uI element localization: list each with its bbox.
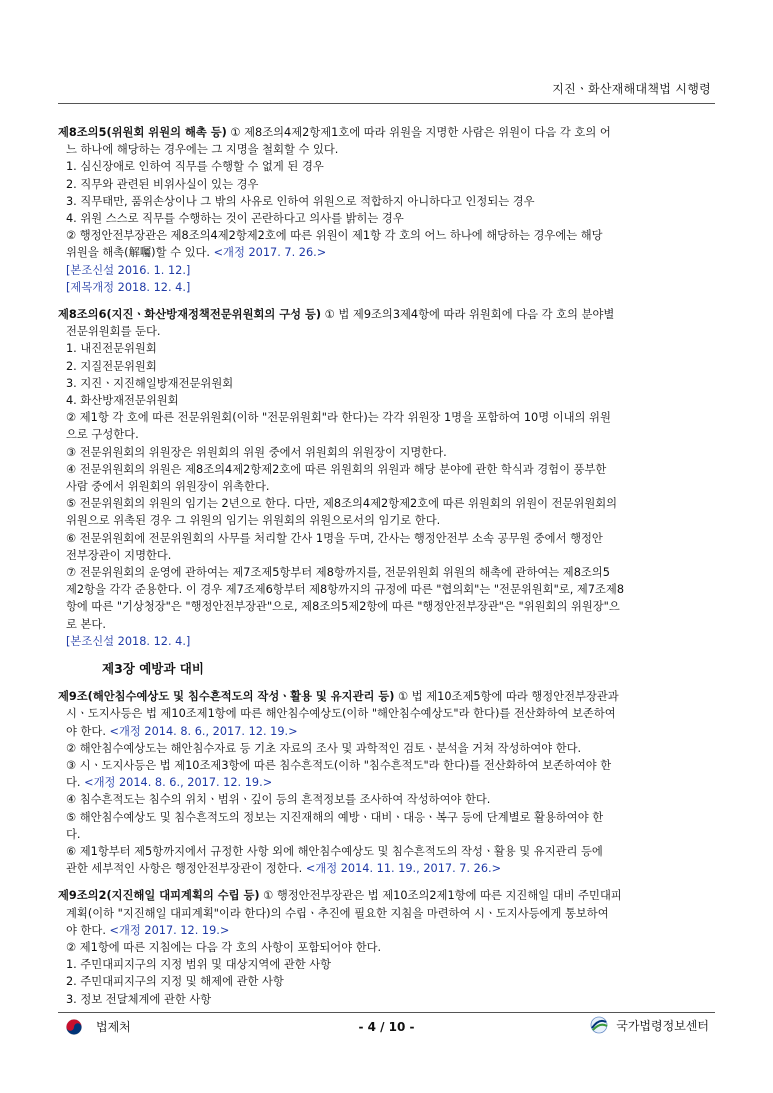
article-text: 관한 세부적인 사항은 행정안전부장관이 정한다. (66, 862, 306, 876)
article-text: 위원으로 위촉된 경우 그 위원의 임기는 위원회의 위원으로서의 임기로 한다. (66, 514, 441, 528)
text-line (58, 262, 718, 279)
text-line (58, 939, 718, 956)
text-line (58, 141, 718, 158)
text-line (58, 791, 718, 808)
text-line (58, 279, 718, 296)
article-section (58, 306, 718, 650)
article-section (58, 688, 718, 877)
text-line (58, 158, 718, 175)
article-text: 느 하나에 해당하는 경우에는 그 지명을 철회할 수 있다. (66, 143, 339, 157)
article-text: ② 행정안전부장관은 제8조의4제2항제2호에 따른 위원이 제1항 각 호의 어느 하나에 해당하는 경우에는 해당 (66, 229, 603, 243)
text-line (58, 444, 718, 461)
article-section (58, 124, 718, 296)
amendment-note: <개정 2014. 8. 6., 2017. 12. 19.> (84, 776, 273, 790)
article-text: 위원을 해촉(解囑)할 수 있다. (66, 246, 214, 260)
amendment-note: [제목개정 2018. 12. 4.] (66, 280, 191, 294)
article-text: 제2항을 각각 준용한다. 이 경우 제7조제6항부터 제8항까지의 규정에 따른 "협의회"는 "전문위원회"로, 제7조제8 (66, 583, 625, 597)
text-line (58, 547, 718, 564)
article-text: 4. 위원 스스로 직무를 수행하는 것이 곤란하다고 의사를 밝히는 경우 (66, 212, 404, 226)
article-heading: 제8조의6(지진ㆍ화산방재정책전문위원회의 구성 등) (58, 308, 322, 322)
text-line (58, 860, 718, 877)
article-text: ② 제1항 각 호에 따른 전문위원회(이하 "전문위원회"라 한다)는 각각 위원장 1명을 포함하여 10명 이내의 위원 (66, 411, 611, 425)
article-text: ⑤ 전문위원회의 위원의 임기는 2년으로 한다. 다만, 제8조의4제2항제2호에 따른 위원회의 위원이 전문위원회의 (66, 497, 618, 511)
article-text: 으로 구성한다. (66, 428, 139, 442)
text-line (58, 512, 718, 529)
article-text: ④ 전문위원회의 위원은 제8조의4제2항제2호에 따른 위원회의 위원과 해당 분야에 관한 학식과 경험이 풍부한 (66, 462, 607, 476)
article-text: 1. 심신장애로 인하여 직무를 수행할 수 없게 된 경우 (66, 160, 324, 174)
text-line (58, 723, 718, 740)
article-text: ② 제1항에 따른 지침에는 다음 각 호의 사항이 포함되어야 한다. (66, 940, 382, 954)
footer-rule (58, 1012, 715, 1013)
amendment-note: <개정 2014. 8. 6., 2017. 12. 19.> (109, 724, 298, 738)
article-text: ③ 시ㆍ도지사등은 법 제10조제3항에 따른 침수흔적도(이하 "침수흔적도"라 한다)를 전산화하여 보존하여야 한 (66, 758, 612, 772)
article-text: 로 본다. (66, 617, 106, 631)
text-line (58, 210, 718, 227)
article-heading: 제9조(해안침수예상도 및 침수흔적도의 작성ㆍ활용 및 유지관리 등) (58, 690, 395, 704)
article-text: 2. 주민대피지구의 지정 및 해제에 관한 사항 (66, 975, 284, 989)
text-line (58, 124, 718, 141)
article-text: ⑦ 전문위원회의 운영에 관하여는 제7조제5항부터 제8항까지를, 전문위원회 위원의 해촉에 관하여는 제8조의5 (66, 566, 610, 580)
text-line (58, 973, 718, 990)
text-line (58, 564, 718, 581)
text-line (58, 598, 718, 615)
amendment-note: [본조신설 2016. 1. 12.] (66, 263, 191, 277)
amendment-note: <개정 2017. 12. 19.> (109, 923, 230, 937)
chapter-heading: 제3장 예방과 대비 (102, 661, 204, 677)
text-line (58, 530, 718, 547)
article-text: ④ 침수흔적도는 침수의 위치ㆍ범위ㆍ깊이 등의 흔적정보를 조사하여 작성하여야 한다. (66, 793, 491, 807)
text-line (58, 392, 718, 409)
article-text: ⑥ 전문위원회에 전문위원회의 사무를 처리할 간사 1명을 두며, 간사는 행정안전부 소속 공무원 중에서 행정안 (66, 531, 603, 545)
text-line (58, 688, 718, 705)
article-text: ③ 전문위원회의 위원장은 위원회의 위원 중에서 위원회의 위원장이 지명한다. (66, 445, 447, 459)
text-line (58, 495, 718, 512)
text-line (58, 956, 718, 973)
text-line (58, 478, 718, 495)
text-line (58, 991, 718, 1008)
article-text: 시ㆍ도지사등은 법 제10조제1항에 따른 해안침수예상도(이하 "해안침수예상도"라 한다)를 전산화하여 보존하여 (66, 707, 616, 721)
article-text: 3. 지진ㆍ지진해일방재전문위원회 (66, 376, 234, 390)
text-line (58, 193, 718, 210)
article-text: 다. (66, 776, 85, 790)
footer-right (588, 1016, 709, 1034)
law-center-logo-icon (588, 1016, 610, 1034)
text-line (58, 905, 718, 922)
footer-center-label: 국가법령정보센터 (616, 1018, 709, 1033)
article-text: 3. 정보 전달체계에 관한 사항 (66, 992, 212, 1006)
article-text: ① 행정안전부장관은 법 제10조의2제1항에 따른 지진해일 대비 주민대피 (259, 889, 622, 903)
text-line (58, 375, 718, 392)
document-title: 지진ㆍ화산재해대책법 시행령 (552, 82, 711, 96)
text-line (58, 461, 718, 478)
text-line (58, 227, 718, 244)
article-heading: 제8조의5(위원회 위원의 해촉 등) (58, 126, 227, 139)
text-line (58, 922, 718, 939)
amendment-note: <개정 2017. 7. 26.> (213, 246, 327, 260)
article-text: 전문위원회를 둔다. (66, 325, 161, 339)
article-text: ① 법 제10조제5항에 따라 행정안전부장관과 (394, 690, 619, 704)
footer-org-label: 법제처 (96, 1020, 131, 1034)
text-line (58, 843, 718, 860)
article-text: 항에 따른 "기상청장"은 "행정안전부장관"으로, 제8조의5제2항에 따른 "행정안전부장관"은 "위원회의 위원장"으 (66, 600, 620, 614)
text-line (58, 176, 718, 193)
article-text: 야 한다. (66, 923, 110, 937)
text-line (58, 774, 718, 791)
document-body (58, 124, 718, 1008)
article-text: 1. 주민대피지구의 지정 범위 및 대상지역에 관한 사항 (66, 958, 332, 972)
section-gap (58, 296, 718, 306)
article-text: 전부장관이 지명한다. (66, 548, 172, 562)
article-text: 계획(이하 "지진해일 대피계획"이라 한다)의 수립ㆍ추진에 필요한 지침을 마련하여 시ㆍ도지사등에게 통보하여 (66, 906, 609, 920)
article-text: 야 한다. (66, 724, 110, 738)
page-number: - 4 / 10 - (358, 1020, 415, 1034)
article-text: ① 제8조의4제2항제1호에 따라 위원을 지명한 사람은 위원이 다음 각 호의 어 (226, 126, 611, 139)
text-line (58, 633, 718, 650)
article-text: 다. (66, 827, 81, 841)
article-text: 3. 직무태만, 품위손상이나 그 밖의 사유로 인하여 위원으로 적합하지 아니하다고 인정되는 경우 (66, 194, 535, 208)
text-line (58, 323, 718, 340)
text-line (58, 826, 718, 843)
text-line (58, 887, 718, 904)
header-rule (58, 103, 715, 104)
text-line (58, 809, 718, 826)
article-section (58, 887, 718, 1007)
article-text: 사람 중에서 위원회의 위원장이 위촉한다. (66, 480, 270, 494)
article-heading: 제9조의2(지진해일 대피계획의 수립 등) (58, 889, 260, 903)
article-text: 1. 내진전문위원회 (66, 342, 157, 356)
text-line (58, 740, 718, 757)
text-line (58, 409, 718, 426)
section-gap (58, 877, 718, 887)
article-text: 2. 직무와 관련된 비위사실이 있는 경우 (66, 177, 259, 191)
article-text: ⑤ 해안침수예상도 및 침수흔적도의 정보는 지진재해의 예방ㆍ대비ㆍ대응ㆍ복구 등에 단계별로 활용하여야 한 (66, 810, 604, 824)
text-line (58, 340, 718, 357)
text-line (58, 426, 718, 443)
text-line (58, 306, 718, 323)
text-line (58, 705, 718, 722)
article-text: ⑥ 제1항부터 제5항까지에서 규정한 사항 외에 해안침수예상도 및 침수흔적도의 작성ㆍ활용 및 유지관리 등에 (66, 844, 603, 858)
article-text: 4. 화산방재전문위원회 (66, 394, 179, 408)
amendment-note: <개정 2014. 11. 19., 2017. 7. 26.> (305, 862, 502, 876)
amendment-note: [본조신설 2018. 12. 4.] (66, 634, 191, 648)
article-text: 2. 지질전문위원회 (66, 359, 157, 373)
article-text: ① 법 제9조의3제4항에 따라 위원회에 다음 각 호의 분야별 (321, 308, 615, 322)
text-line (58, 757, 718, 774)
text-line (58, 244, 718, 261)
text-line (58, 358, 718, 375)
article-text: ② 해안침수예상도는 해안침수자료 등 기초 자료의 조사 및 과학적인 검토ㆍ분석을 거쳐 작성하여야 한다. (66, 741, 582, 755)
text-line (58, 616, 718, 633)
text-line (58, 581, 718, 598)
